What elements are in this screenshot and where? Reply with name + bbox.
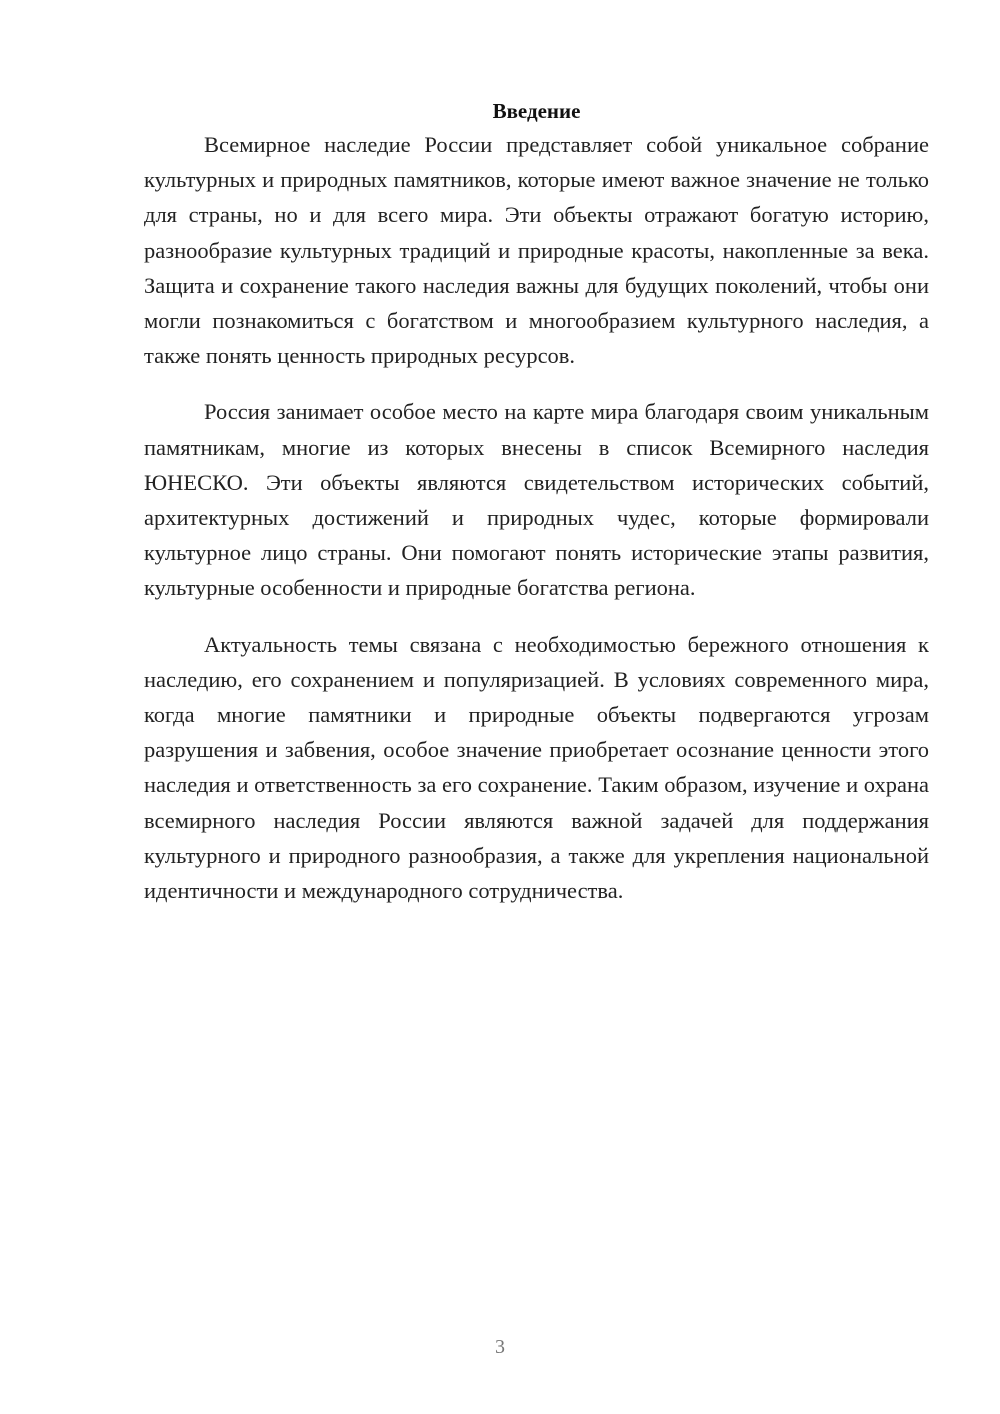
paragraph-3: Актуальность темы связана с необходимостью бережного отношения к наследию, его сохранением и популяризацией. В условиях современного мира, когда многие памятники и природные объекты подвергаются угрозам разрушения и забвения, особое значение приобретает осознание ценности этого наследия и ответственность за его сохранение. Таким образом, изучение и охрана всемирного наследия России являются важной задачей для поддержания культурного и природного разнообразия, а также для укрепления национальной идентичности и международного сотрудничества. [144,631,929,904]
page-content [144,95,929,908]
page-number: 3 [495,1336,505,1358]
paragraph-2: Россия занимает особое место на карте мира благодаря своим уникальным памятникам, многие из которых внесены в список Всемирного наследия ЮНЕСКО. Эти объекты являются свидетельством исторических событий, архитектурных достижений и природных чудес, которые формировали культурное лицо страны. Они помогают понять исторические этапы развития, культурные особенности и природные богатства региона. [144,399,929,601]
page-title: Введение [492,99,581,123]
paragraph-1: Всемирное наследие России представляет собой уникальное собрание культурных и природных памятников, которые имеют важное значение не только для страны, но и для всего мира. Эти объекты отражают богатую историю, разнообразие культурных традиций и природные красоты, накопленные за века. Защита и сохранение такого наследия важны для будущих поколений, чтобы они могли познакомиться с богатством и многообразием культурного наследия, а также понять ценность природных ресурсов. [144,132,929,369]
